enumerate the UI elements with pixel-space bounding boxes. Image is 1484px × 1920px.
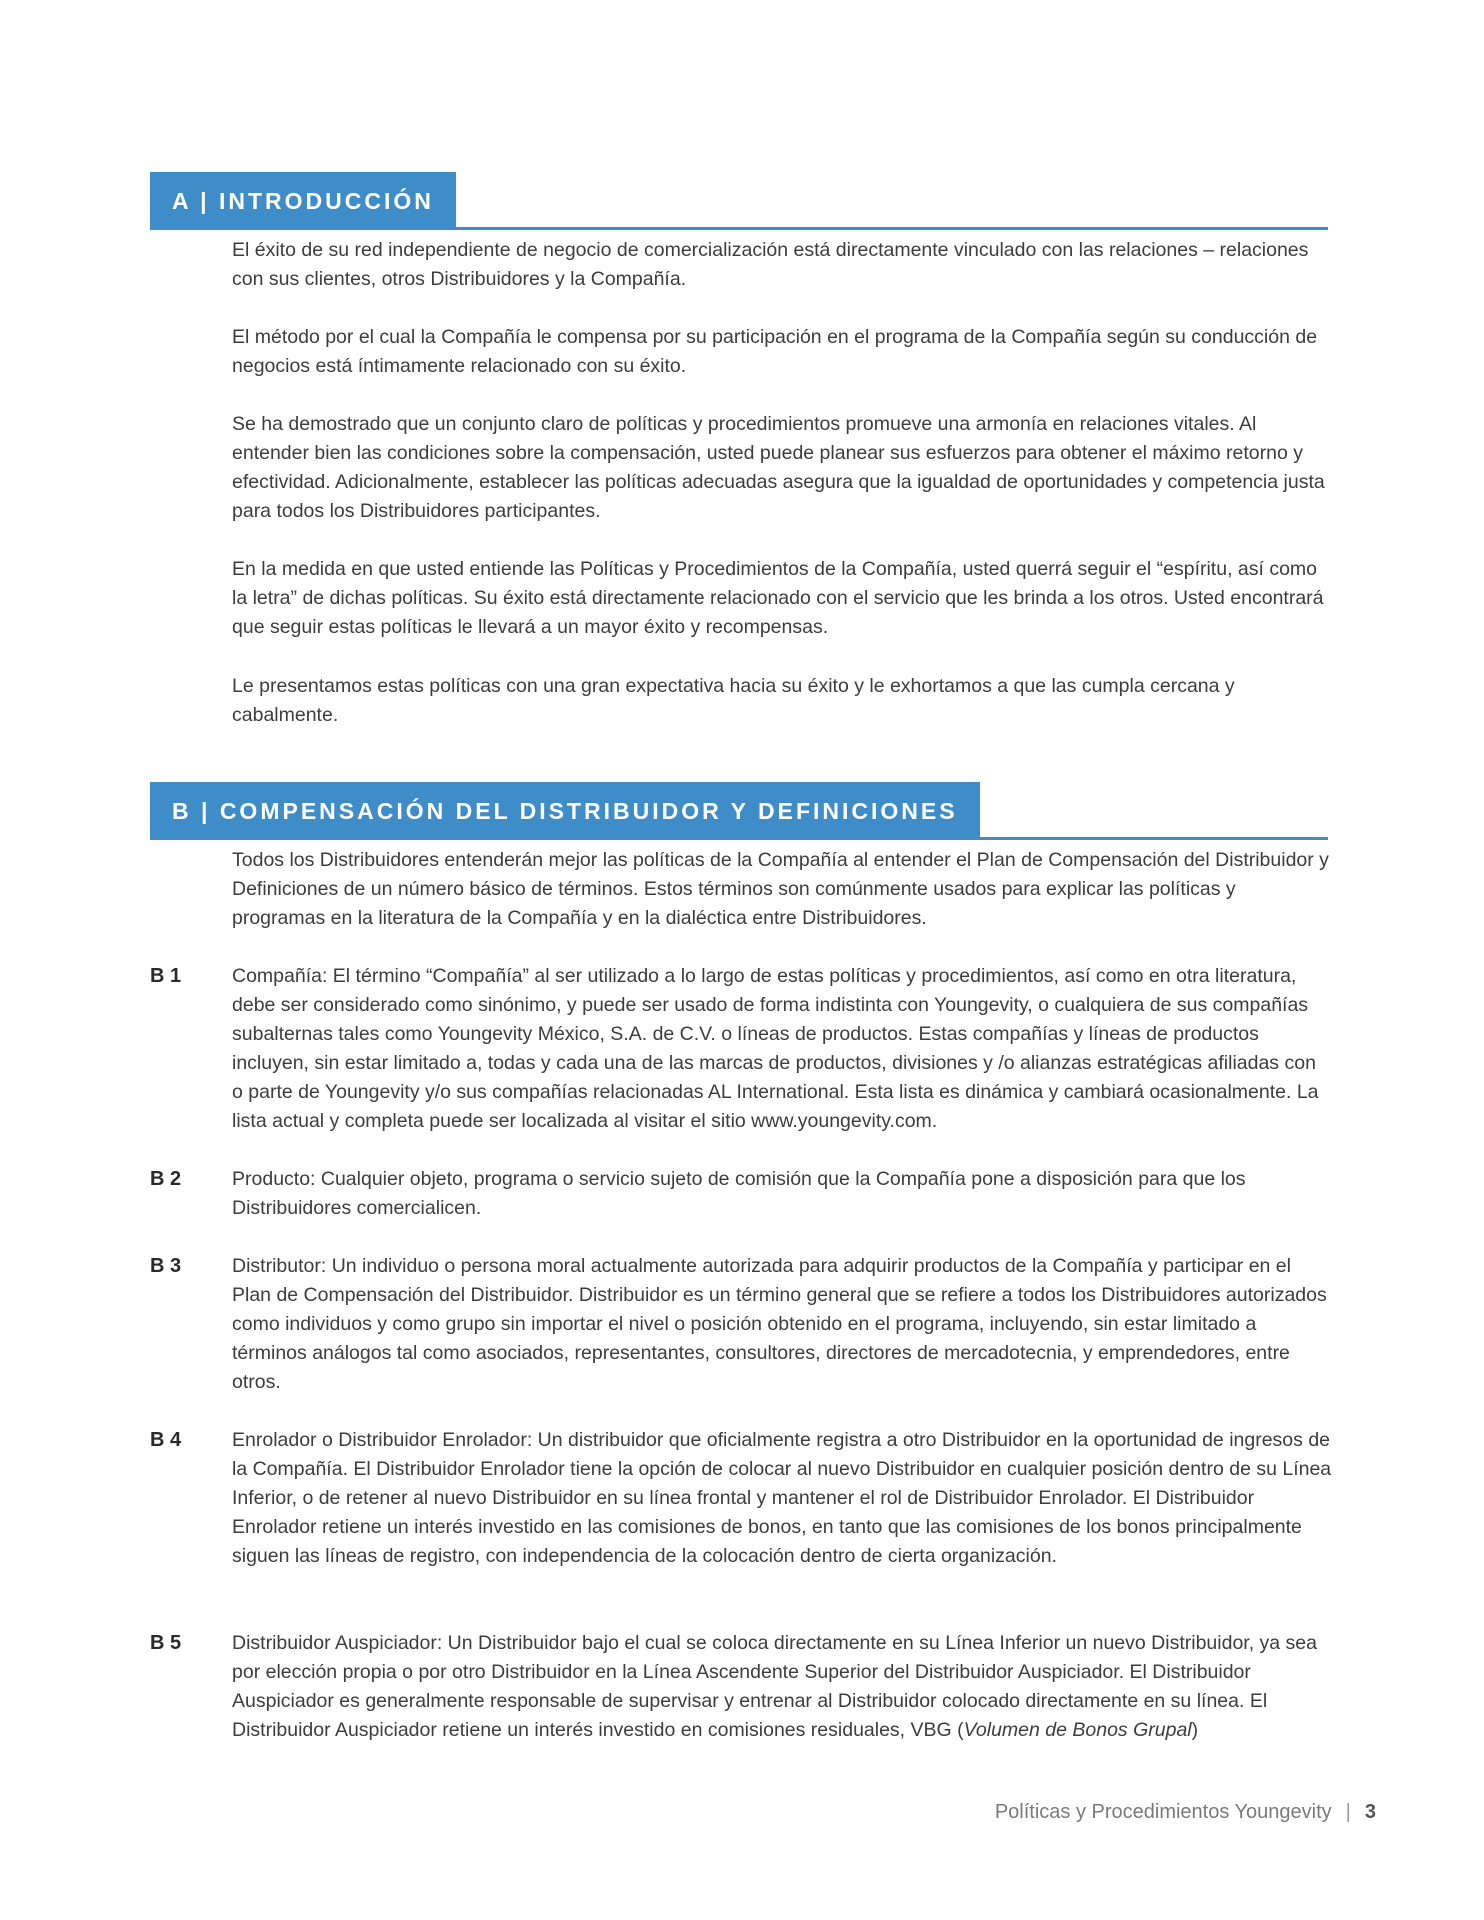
item-label-b5: B 5 <box>150 1632 182 1654</box>
section-a-paragraph: Se ha demostrado que un conjunto claro de políticas y procedimientos promueve una armonía en relaciones vitales. Al entender bien las condiciones sobre la compensación, usted puede planear sus esfuerzos para obtener el máximo retorno y efectividad. Adicionalmente, establecer las políticas adecuadas asegura que la igualdad de oportunidades y competencia justa para todos los Distribuidores participantes. <box>232 413 1325 522</box>
section-a-header <box>150 172 1328 230</box>
page-footer <box>995 1798 1376 1826</box>
section-b-title: B | COMPENSACIÓN DEL DISTRIBUIDOR Y DEFINICIONES <box>150 782 980 840</box>
item-label-b4: B 4 <box>150 1429 182 1451</box>
section-a-paragraph: Le presentamos estas políticas con una gran expectativa hacia su éxito y le exhortamos a que las cumpla cercana y cabalmente. <box>232 675 1235 726</box>
footer-title: Políticas y Procedimientos Youngevity <box>994 1801 1332 1823</box>
item-text-b5-italic: Volumen de Bonos Grupal <box>963 1719 1192 1741</box>
item-label-b1: B 1 <box>150 965 182 987</box>
section-b-header <box>150 782 1328 840</box>
section-a-title: A | INTRODUCCIÓN <box>150 172 456 230</box>
item-text-b5-end: ) <box>1191 1719 1199 1741</box>
item-text-b4: Enrolador o Distribuidor Enrolador: Un distribuidor que oficialmente registra a otro Distribuidor en la oportunidad de ingresos de la Compañía. El Distribuidor Enrolador tiene la opción de colocar al nuevo Distribuidor en cualquier posición dentro de su Línea Inferior, o de retener al nuevo Distribuidor en su línea frontal y mantener el rol de Distribuidor Enrolador. El Distribuidor Enrolador retiene un interés investido en las comisiones de bonos, en tanto que las comisiones de los bonos principalmente siguen las líneas de registro, con independencia de la colocación dentro de cierta organización. <box>232 1429 1332 1567</box>
item-text-b5 <box>232 1629 1332 1745</box>
item-label-b2: B 2 <box>150 1168 182 1190</box>
item-text-b3: Distributor: Un individuo o persona moral actualmente autorizada para adquirir productos de la Compañía y participar en el Plan de Compensación del Distribuidor. Distribuidor es un término general que se refiere a todos los Distribuidores autorizados como individuos y como grupo sin importar el nivel o posición obtenido en el programa, incluyendo, sin estar limitado a términos análogos tal como asociados, representantes, consultores, directores de mercadotecnia, y emprendedores, entre otros. <box>232 1255 1327 1393</box>
item-text-b2: Producto: Cualquier objeto, programa o servicio sujeto de comisión que la Compañía pone a disposición para que los Distribuidores comercialicen. <box>232 1168 1246 1219</box>
item-text-b5-main: Distribuidor Auspiciador: Un Distribuidor bajo el cual se coloca directamente en su Línea Inferior un nuevo Distribuidor, ya sea por elección propia o por otro Distribuidor en la Línea Ascendente Superior del Distribuidor Auspiciador. El Distribuidor Auspiciador es generalmente responsable de supervisar y entrenar al Distribuidor colocado directamente en su línea. El Distribuidor Auspiciador retiene un interés investido en comisiones residuales, VBG ( <box>232 1632 1317 1741</box>
section-a-paragraph: En la medida en que usted entiende las Políticas y Procedimientos de la Compañía, usted querrá seguir el “espíritu, así como la letra” de dichas políticas. Su éxito está directamente relacionado con el servicio que les brinda a los otros. Usted encontrará que seguir estas políticas le llevará a un mayor éxito y recompensas. <box>232 558 1324 638</box>
page-number: 3 <box>1364 1801 1376 1823</box>
footer-separator: | <box>1345 1801 1351 1823</box>
item-label-b3: B 3 <box>150 1255 182 1277</box>
section-a-paragraph: El éxito de su red independiente de negocio de comercialización está directamente vinculado con las relaciones – relaciones con sus clientes, otros Distribuidores y la Compañía. <box>232 239 1309 290</box>
section-b-intro: Todos los Distribuidores entenderán mejor las políticas de la Compañía al entender el Plan de Compensación del Distribuidor y Definiciones de un número básico de términos. Estos términos son comúnmente usados para explicar las políticas y programas en la literatura de la Compañía y en la dialéctica entre Distribuidores. <box>232 849 1329 929</box>
item-text-b1: Compañía: El término “Compañía” al ser utilizado a lo largo de estas políticas y procedimientos, así como en otra literatura, debe ser considerado como sinónimo, y puede ser usado de forma indistinta con Youngevity, o cualquiera de sus compañías subalternas tales como Youngevity México, S.A. de C.V. o líneas de productos. Estas compañías y líneas de productos incluyen, sin estar limitado a, todas y cada una de las marcas de productos, divisiones y /o alianzas estratégicas afiliadas con o parte de Youngevity y/o sus compañías relacionadas AL International. Esta lista es dinámica y cambiará ocasionalmente. La lista actual y completa puede ser localizada al visitar el sitio www.youngevity.com. <box>232 965 1319 1132</box>
section-a-paragraph: El método por el cual la Compañía le compensa por su participación en el programa de la Compañía según su conducción de negocios está íntimamente relacionado con su éxito. <box>232 326 1318 377</box>
